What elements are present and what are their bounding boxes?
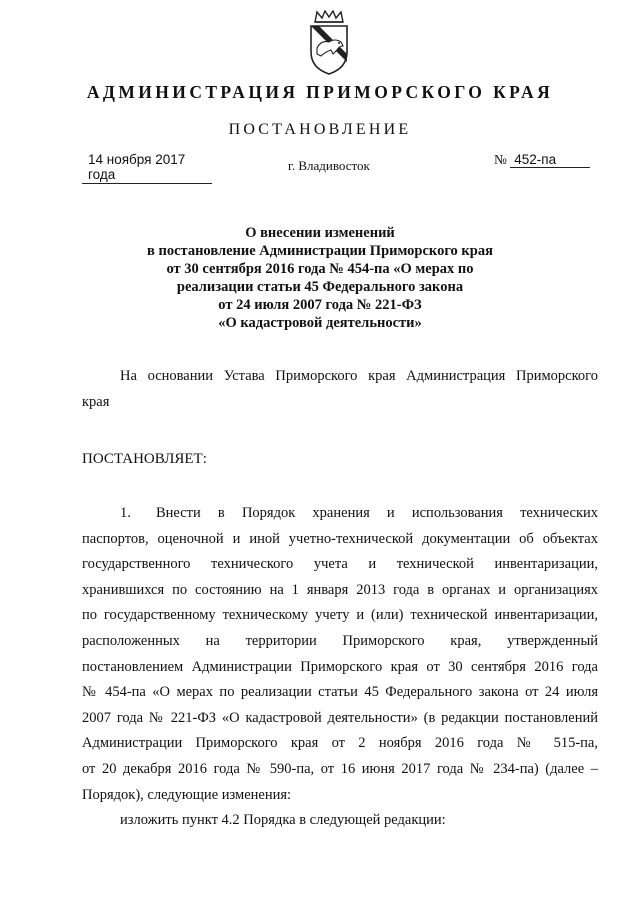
paragraph-line: Порядок), следующие изменения: [82,786,292,803]
subject-line: от 30 сентября 2016 года № 454-па «О мерах по [166,261,474,277]
paragraph-line: паспортов, оценочной и иной учетно-технической документации об объектах [82,530,598,547]
item-1-first-line [82,501,598,527]
subject-line: в постановление Администрации Приморского края [147,243,493,259]
preamble-line: На основании Устава Приморского края Администрация Приморского [120,368,598,384]
paragraph-line: государственного технического учета и технической инвентаризации, [82,556,598,573]
primorsky-krai-coat-of-arms-icon [303,10,355,76]
paragraph-line: постановлением Администрации Приморского края от 30 сентября 2016 года [82,658,598,675]
document-type: ПОСТАНОВЛЕНИЕ [228,121,412,138]
subitem-line: изложить пункт 4.2 Порядка в следующей редакции: [120,812,446,829]
number-value: 452-па [510,152,590,168]
subject-line: О внесении изменений [245,225,395,241]
paragraph-line: хранившихся по состоянию на 1 января 2013 года в органах и организациях [82,581,598,598]
paragraph-line: 2007 года № 221-ФЗ «О кадастровой деятельности» (в редакции постановлений [82,709,598,726]
paragraph-line: от 20 декабря 2016 года № 590-па, от 16 июня 2017 года № 234-па) (далее – [82,760,598,777]
paragraph-line: № 454-па «О мерах по реализации статьи 45 Федерального закона от 24 июля [82,684,598,701]
paragraph-line: расположенных на территории Приморского края, утвержденный [82,632,598,649]
paragraph-line: по государственному техническому учету и (или) технической инвентаризации, [82,607,598,624]
resolves-heading: ПОСТАНОВЛЯЕТ: [82,451,207,467]
document-date: 14 ноября 2017 года [82,152,212,184]
subject-line: реализации статьи 45 Федерального закона [176,279,464,295]
preamble-paragraph [82,363,598,415]
document-subject [120,224,520,332]
document-number [494,152,598,168]
paragraph-line: Администрации Приморского края от 2 ноября 2016 года № 515-па, [82,735,598,752]
item-number: 1. [120,505,131,521]
number-sign: № [494,152,507,167]
preamble-line: края [82,394,110,410]
document-meta [0,152,640,182]
organization-title: АДМИНИСТРАЦИЯ ПРИМОРСКОГО КРАЯ [86,82,554,102]
subject-line: от 24 июля 2007 года № 221-ФЗ [218,297,422,313]
subject-line: «О кадастровой деятельности» [218,315,422,331]
document-city: г. Владивосток [288,158,370,173]
item-1-paragraph [82,501,598,834]
paragraph-line: Внести в Порядок хранения и использования технических [156,505,598,521]
